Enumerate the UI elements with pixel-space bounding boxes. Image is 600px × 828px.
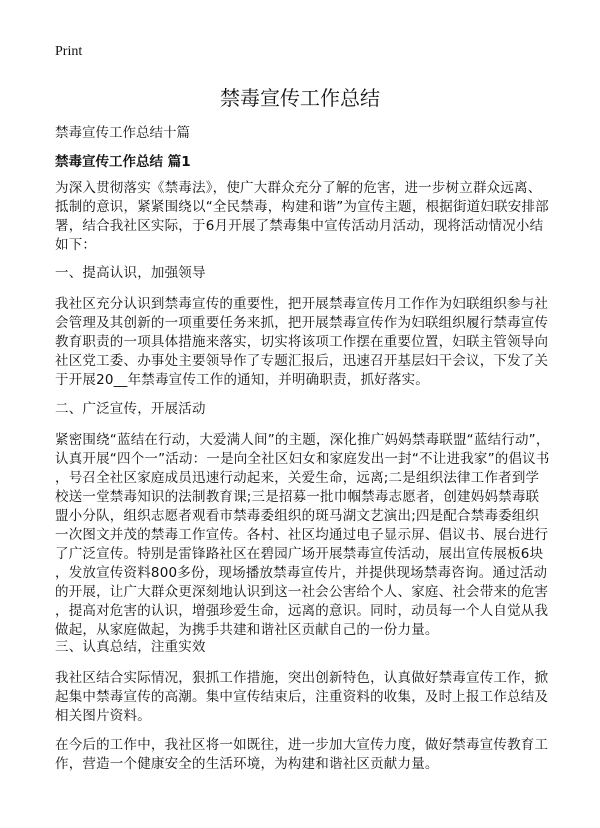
text-line: 一次图文并茂的禁毒工作宣传。各村、社区均通过电子显示屏、倡议书、展台进行 bbox=[55, 527, 549, 543]
text-line: 教育职责的一项具体措施来落实，切实将该项工作摆在重要位置，妇联主管领导向 bbox=[55, 334, 549, 350]
paragraph bbox=[55, 179, 549, 255]
text-line: 为深入贯彻落实《禁毒法》，使广大群众充分了解的危害，进一步树立群众远离、 bbox=[55, 180, 542, 196]
text-line: ，号召全社区家庭成员迅速行动起来，关爱生命，远离;二是组织法律工作者到学 bbox=[55, 470, 540, 486]
text-line: 二、广泛宣传，开展活动 bbox=[55, 401, 206, 417]
text-line: 于开展20__年禁毒宣传工作的通知，并明确职责，抓好落实。 bbox=[55, 372, 429, 388]
text-line: 社区党工委、办事处主要领导作了专题汇报后，迅速召开基层妇干会议，下发了关 bbox=[55, 353, 549, 369]
text-line: 我社区充分认识到禁毒宣传的重要性，把开展禁毒宣传月工作作为妇联组织参与社 bbox=[55, 296, 549, 312]
text-line: 紧密围绕“蓝结在行动，大爱满人间”的主题，深化推广妈妈禁毒联盟“蓝结行动”， bbox=[55, 432, 550, 448]
text-line: 三、认真总结，注重实效 bbox=[55, 639, 206, 655]
document-subtitle: 禁毒宣传工作总结十篇 bbox=[55, 125, 190, 141]
text-line: 我社区结合实际情况，狠抓工作措施，突出创新特色，认真做好禁毒宣传工作，掀 bbox=[55, 670, 549, 686]
subsection-heading bbox=[55, 264, 206, 283]
text-line: 起集中禁毒宣传的高潮。集中宣传结束后，注重资料的收集，及时上报工作总结及 bbox=[55, 689, 549, 705]
text-line: 如下： bbox=[55, 237, 97, 253]
text-line: 作，营造一个健康安全的生活环境，为构建和谐社区贡献力量。 bbox=[55, 756, 439, 772]
section-heading: 禁毒宣传工作总结 篇1 bbox=[55, 154, 191, 170]
paragraph bbox=[55, 736, 548, 774]
print-link[interactable]: Print bbox=[55, 44, 83, 59]
text-line: 抵制的意识，紧紧围绕以“全民禁毒，构建和谐”为宣传主题，根据街道妇联安排部 bbox=[55, 199, 549, 215]
paragraph bbox=[55, 669, 548, 726]
text-line: 了广泛宣传。特别是雷锋路社区在碧园广场开展禁毒宣传活动，展出宣传展板6块 bbox=[55, 546, 544, 562]
text-line: 相关图片资料。 bbox=[55, 708, 151, 724]
text-line: ，提高对危害的认识，增强珍爱生命，远离的意识。同时，动员每一个人自觉从我 bbox=[55, 603, 549, 619]
subsection-heading bbox=[55, 400, 206, 419]
text-line: 做起，从家庭做起，为携手共建和谐社区贡献自己的一份力量。 bbox=[55, 622, 439, 638]
subsection-heading bbox=[55, 638, 206, 657]
paragraph bbox=[55, 295, 548, 390]
paragraph bbox=[55, 431, 550, 640]
document-title: 禁毒宣传工作总结 bbox=[220, 86, 380, 110]
text-line: 署，结合我社区实际，于6月开展了禁毒集中宣传活动月活动，现将活动情况小结 bbox=[55, 218, 544, 234]
text-line: 的开展，让广大群众更深刻地认识到这一社会公害给个人、家庭、社会带来的危害 bbox=[55, 584, 549, 600]
text-line: 认真开展“四个一”活动：一是向全社区妇女和家庭发出一封“不让进我家”的倡议书 bbox=[55, 451, 550, 467]
text-line: 盟小分队，组织志愿者观看市禁毒委组织的斑马湖文艺演出;四是配合禁毒委组织 bbox=[55, 508, 540, 524]
text-line: 一、提高认识，加强领导 bbox=[55, 265, 206, 281]
text-line: 会管理及其创新的一项重要任务来抓，把开展禁毒宣传作为妇联组织履行禁毒宣传 bbox=[55, 315, 549, 331]
text-line: 在今后的工作中，我社区将一如既往，进一步加大宣传力度，做好禁毒宣传教育工 bbox=[55, 737, 549, 753]
text-line: ，发放宣传资料800多份，现场播放禁毒宣传片，并提供现场禁毒咨询。通过活动 bbox=[55, 565, 548, 581]
text-line: 校送一堂禁毒知识的法制教育课;三是招募一批巾帼禁毒志愿者，创建妈妈禁毒联 bbox=[55, 489, 540, 505]
